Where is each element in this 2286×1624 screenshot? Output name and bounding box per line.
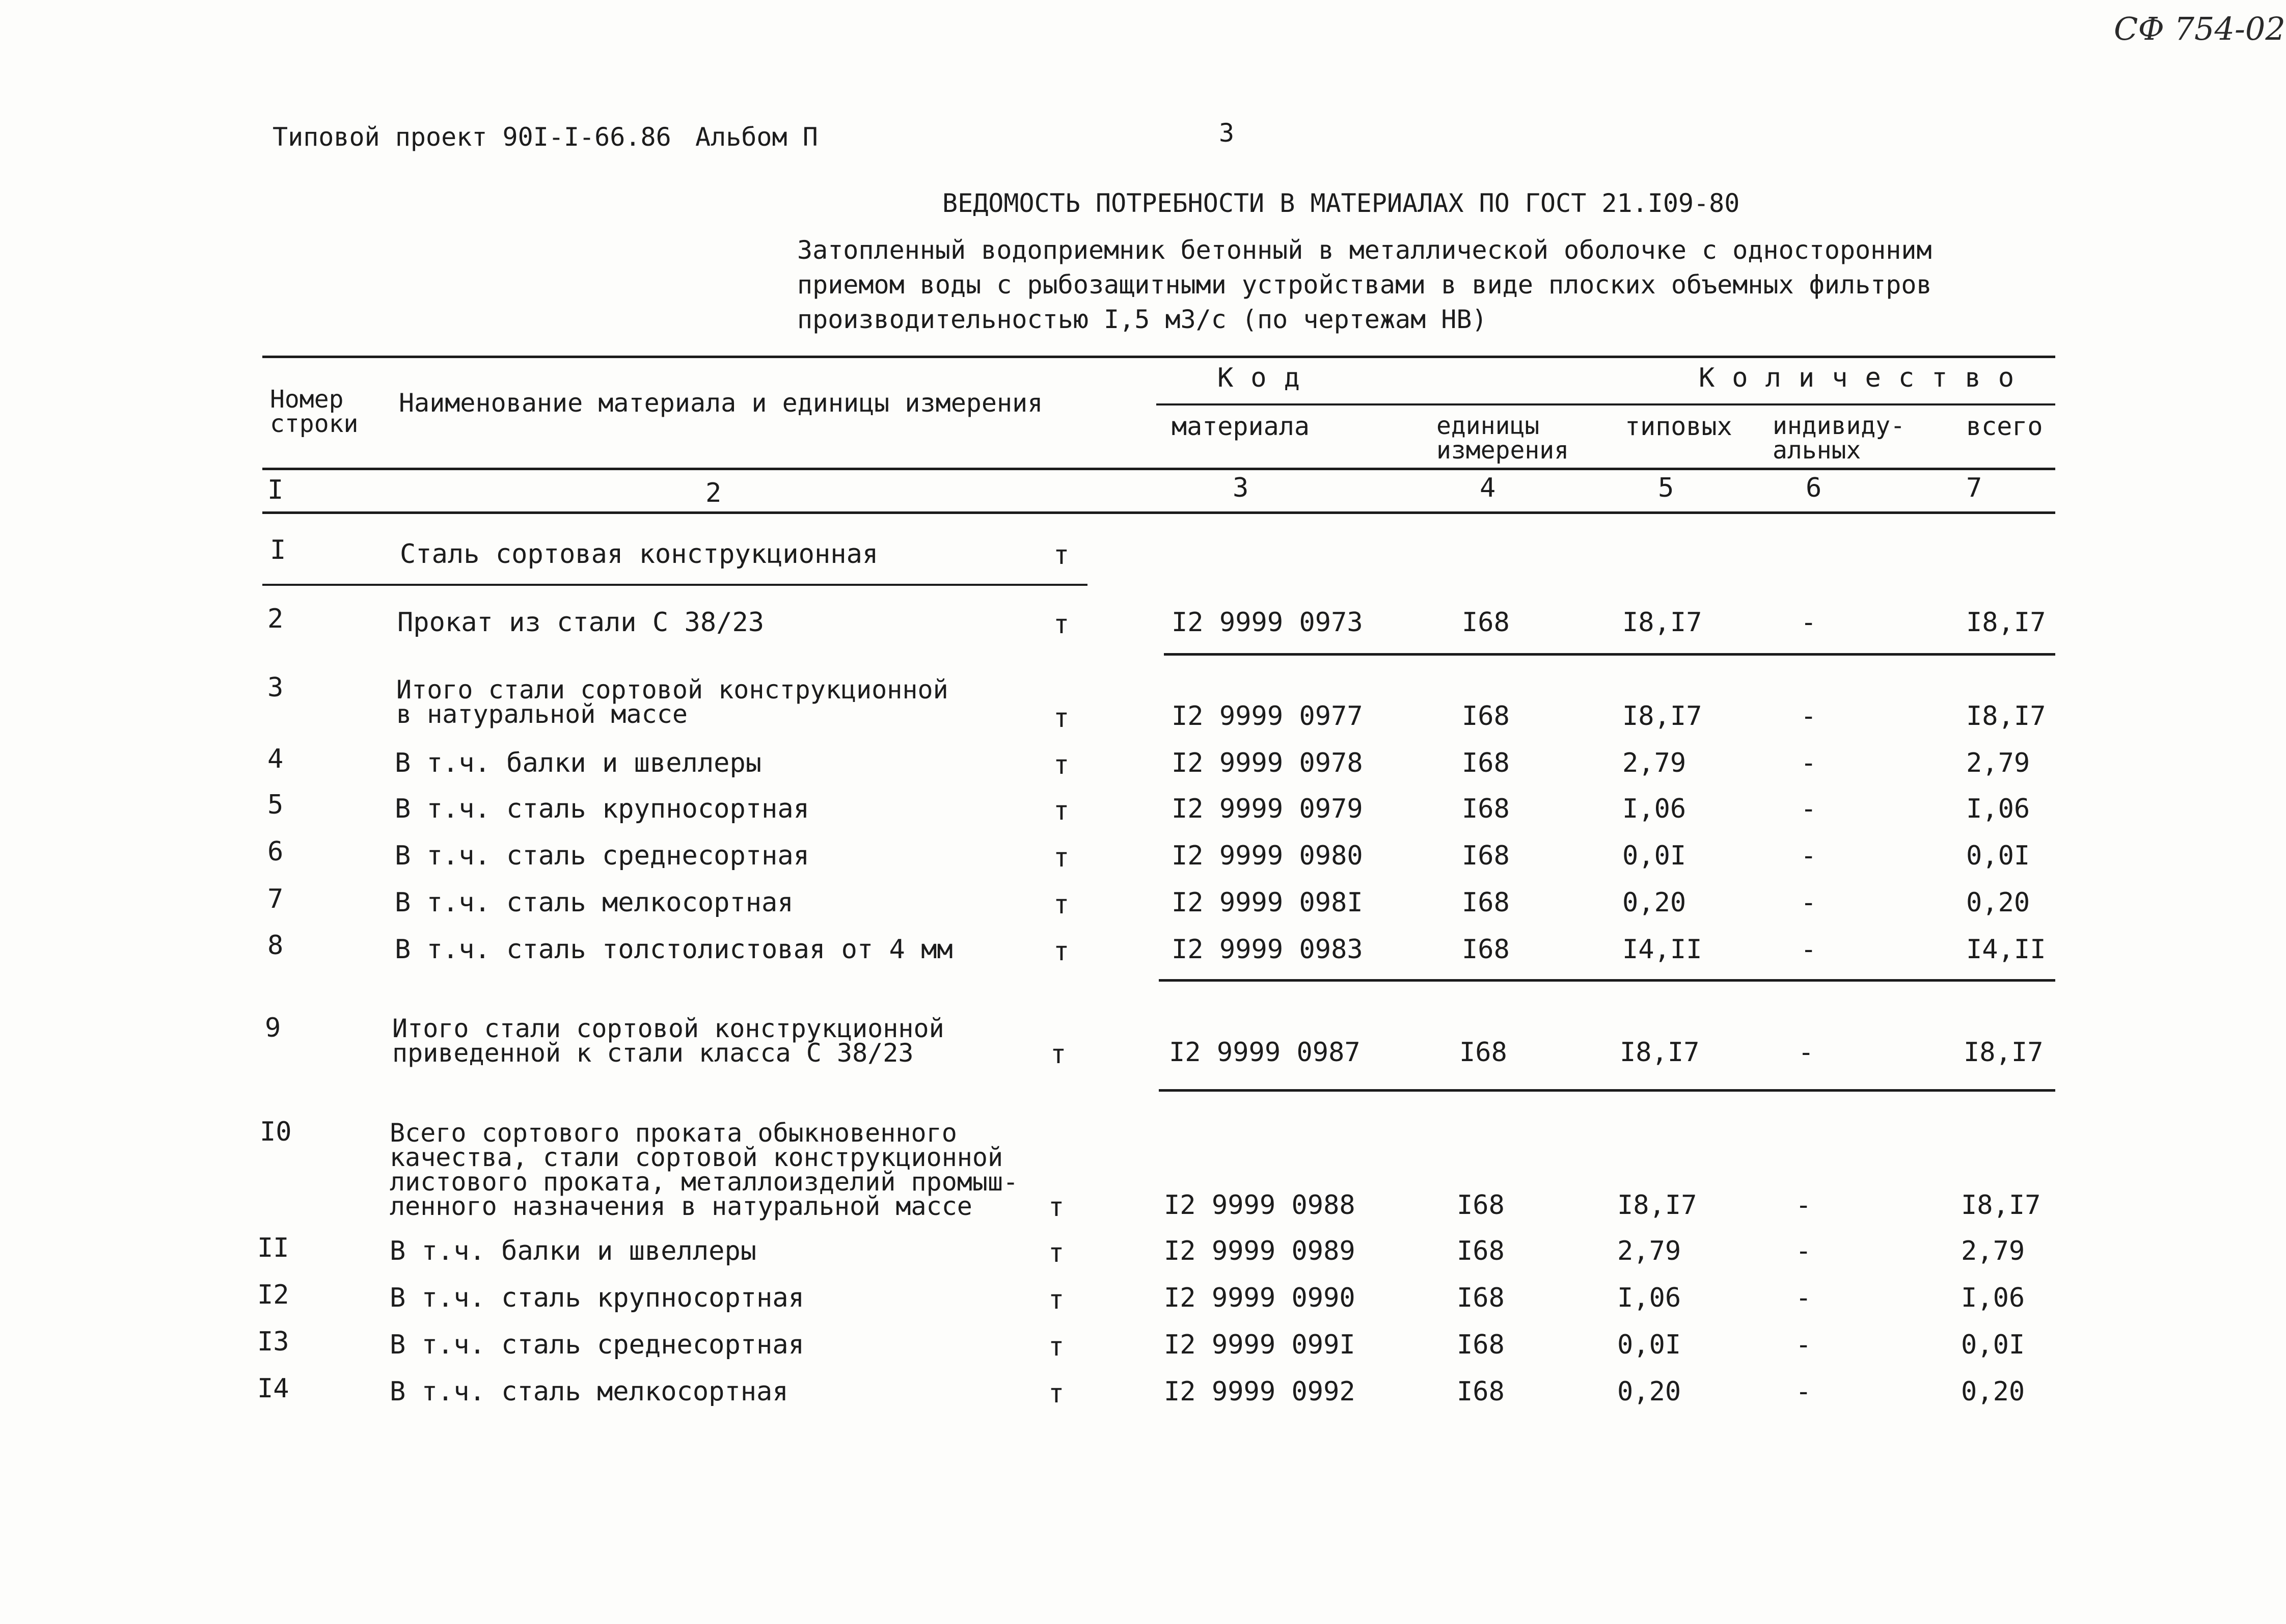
row-1-underline <box>262 584 1087 586</box>
row-5-individual: - <box>1801 794 1817 824</box>
row-3-unit-code: I68 <box>1462 701 1510 732</box>
header-row-no <box>270 387 358 436</box>
row-2-name: Прокат из стали С 38/23 <box>397 607 765 638</box>
row-2-code: I2 9999 0973 <box>1172 607 1363 638</box>
row-10-unit-code: I68 <box>1457 1190 1505 1221</box>
row-5-unit-code: I68 <box>1462 794 1510 824</box>
colnum-5: 5 <box>1658 473 1674 503</box>
row-7-unit: т <box>1053 889 1070 920</box>
row-4-typical: 2,79 <box>1622 748 1686 778</box>
row-9-underline <box>1159 1089 2055 1092</box>
header-qty-typical: типовых <box>1625 412 1732 441</box>
row-10-code: I2 9999 0988 <box>1164 1190 1355 1221</box>
row-8-underline <box>1159 979 2055 982</box>
colnum-6: 6 <box>1806 473 1822 503</box>
row-2-unit: т <box>1053 609 1070 640</box>
row-14-code: I2 9999 0992 <box>1164 1376 1355 1407</box>
row-13-typical: 0,0I <box>1617 1330 1681 1360</box>
row-11-number: II <box>257 1233 289 1263</box>
row-6-number: 6 <box>267 836 284 867</box>
row-5-typical: I,06 <box>1622 794 1686 824</box>
row-6-typical: 0,0I <box>1622 841 1686 871</box>
row-4-unit: т <box>1053 750 1070 780</box>
code-group-rule <box>1156 403 2055 405</box>
row-14-total: 0,20 <box>1961 1376 2025 1407</box>
row-4-number: 4 <box>267 744 284 774</box>
row-3-total: I8,I7 <box>1966 701 2046 732</box>
row-13-total: 0,0I <box>1961 1330 2025 1360</box>
row-10-typical: I8,I7 <box>1617 1190 1697 1221</box>
row-6-total: 0,0I <box>1966 841 2030 871</box>
subtitle-line-1: Затопленный водоприемник бетонный в металлической оболочке с односторонним <box>797 235 1932 265</box>
row-10-name-line-1: Всего сортового проката обыкновенного <box>390 1118 957 1148</box>
row-7-unit-code: I68 <box>1462 887 1510 918</box>
album-label: Альбом П <box>695 122 818 152</box>
header-qty-total: всего <box>1966 412 2043 441</box>
row-11-total: 2,79 <box>1961 1236 2025 1266</box>
row-8-code: I2 9999 0983 <box>1172 934 1363 965</box>
row-1-number: I <box>270 535 286 565</box>
row-7-typical: 0,20 <box>1622 887 1686 918</box>
row-1-unit: т <box>1053 540 1070 571</box>
row-13-individual: - <box>1795 1330 1812 1360</box>
header-code-group: Код <box>1217 363 1317 393</box>
row-14-individual: - <box>1795 1376 1812 1407</box>
row-11-unit-code: I68 <box>1457 1236 1505 1266</box>
row-8-total: I4,II <box>1966 934 2046 965</box>
row-2-unit-code: I68 <box>1462 607 1510 638</box>
row-10-name-line-4: ленного назначения в натуральной массе <box>390 1192 972 1221</box>
row-13-number: I3 <box>257 1327 289 1357</box>
row-9-number: 9 <box>265 1013 281 1043</box>
row-4-individual: - <box>1801 748 1817 778</box>
row-3-name <box>396 675 948 729</box>
row-4-code: I2 9999 0978 <box>1172 748 1363 778</box>
row-14-unit: т <box>1048 1378 1065 1409</box>
row-8-number: 8 <box>267 930 284 961</box>
row-9-total: I8,I7 <box>1964 1037 2044 1068</box>
row-2-number: 2 <box>267 604 284 634</box>
row-5-total: I,06 <box>1966 794 2030 824</box>
row-9-typical: I8,I7 <box>1620 1037 1700 1068</box>
row-14-typical: 0,20 <box>1617 1376 1681 1407</box>
document-title: ВЕДОМОСТЬ ПОТРЕБНОСТИ В МАТЕРИАЛАХ ПО ГОСТ 21.I09-80 <box>942 188 1740 218</box>
row-9-unit-code: I68 <box>1459 1037 1507 1068</box>
row-8-unit-code: I68 <box>1462 934 1510 965</box>
row-10-total: I8,I7 <box>1961 1190 2041 1221</box>
colnum-4: 4 <box>1480 473 1496 503</box>
row-11-individual: - <box>1795 1236 1812 1266</box>
row-12-unit: т <box>1048 1285 1065 1315</box>
row-2-underline <box>1164 653 2055 656</box>
row-10-unit: т <box>1048 1192 1065 1223</box>
corner-stamp: СФ 754-02 <box>2114 10 2285 47</box>
row-3-typical: I8,I7 <box>1622 701 1702 732</box>
row-11-name: В т.ч. балки и швеллеры <box>390 1236 757 1266</box>
row-12-total: I,06 <box>1961 1283 2025 1313</box>
row-2-typical: I8,I7 <box>1622 607 1702 638</box>
page-number: 3 <box>1219 118 1235 148</box>
header-code-material: материала <box>1172 412 1310 441</box>
header-code-unit-line-2: измерения <box>1436 436 1569 465</box>
row-7-code: I2 9999 098I <box>1172 887 1363 918</box>
header-qty-individual-line-2: альных <box>1773 436 1861 465</box>
row-3-name-line-1: Итого стали сортовой конструкционной <box>396 675 948 705</box>
row-9-name-line-1: Итого стали сортовой конструкционной <box>392 1014 944 1043</box>
row-6-unit: т <box>1053 843 1070 873</box>
header-code-unit-line-1: единицы <box>1436 412 1540 440</box>
row-6-code: I2 9999 0980 <box>1172 841 1363 871</box>
row-14-unit-code: I68 <box>1457 1376 1505 1407</box>
row-6-name: В т.ч. сталь среднесортная <box>395 841 809 871</box>
row-13-code: I2 9999 099I <box>1164 1330 1355 1360</box>
row-1-name: Сталь сортовая конструкционная <box>400 539 879 570</box>
project-label: Типовой проект 90I-I-66.86 <box>273 122 671 152</box>
row-11-code: I2 9999 0989 <box>1164 1236 1355 1266</box>
header-row-no-line-2: строки <box>270 410 359 438</box>
row-12-code: I2 9999 0990 <box>1164 1283 1355 1313</box>
row-10-name-line-2: качества, стали сортовой конструкционной <box>390 1143 1003 1172</box>
row-12-unit-code: I68 <box>1457 1283 1505 1313</box>
row-12-number: I2 <box>257 1280 289 1310</box>
row-9-name <box>392 1014 944 1068</box>
row-4-unit-code: I68 <box>1462 748 1510 778</box>
row-9-code: I2 9999 0987 <box>1169 1037 1360 1068</box>
row-7-individual: - <box>1801 887 1817 918</box>
row-9-unit: т <box>1050 1039 1067 1070</box>
row-8-name: В т.ч. сталь толстолистовая от 4 мм <box>395 934 953 965</box>
colnum-bottom-rule <box>262 511 2055 514</box>
row-5-unit: т <box>1053 796 1070 826</box>
colnum-7: 7 <box>1966 473 1982 503</box>
row-5-code: I2 9999 0979 <box>1172 794 1363 824</box>
row-6-unit-code: I68 <box>1462 841 1510 871</box>
colnum-1: I <box>267 475 284 505</box>
row-5-name: В т.ч. сталь крупносортная <box>395 794 809 824</box>
row-7-number: 7 <box>267 884 284 914</box>
subtitle-line-2: приемом воды с рыбозащитными устройствами в виде плоских объемных фильтров <box>797 270 1932 300</box>
row-10-name-line-3: листового проката, металлоизделий промыш- <box>390 1167 1019 1197</box>
header-quantity-group: Количество <box>1699 363 2032 393</box>
row-3-individual: - <box>1801 701 1817 732</box>
row-3-unit: т <box>1053 703 1070 734</box>
row-13-name: В т.ч. сталь среднесортная <box>390 1330 804 1360</box>
row-5-number: 5 <box>267 790 284 820</box>
row-8-unit: т <box>1053 936 1070 967</box>
row-13-unit: т <box>1048 1332 1065 1362</box>
header-name: Наименование материала и единицы измерения <box>399 388 1043 418</box>
row-14-name: В т.ч. сталь мелкосортная <box>390 1376 788 1407</box>
row-8-individual: - <box>1801 934 1817 965</box>
table-top-rule <box>262 356 2055 358</box>
row-13-unit-code: I68 <box>1457 1330 1505 1360</box>
subtitle-line-3: производительностью I,5 м3/с (по чертежам НВ) <box>797 305 1487 334</box>
row-3-number: 3 <box>267 672 284 703</box>
row-6-individual: - <box>1801 841 1817 871</box>
row-10-individual: - <box>1795 1190 1812 1221</box>
row-14-number: I4 <box>257 1373 289 1404</box>
row-9-name-line-2: приведенной к стали класса С 38/23 <box>392 1038 914 1068</box>
row-9-individual: - <box>1798 1037 1814 1068</box>
row-10-number: I0 <box>260 1117 292 1147</box>
row-4-name: В т.ч. балки и швеллеры <box>395 748 762 778</box>
header-qty-individual-line-1: индивиду- <box>1773 412 1906 440</box>
row-11-typical: 2,79 <box>1617 1236 1681 1266</box>
row-7-total: 0,20 <box>1966 887 2030 918</box>
row-3-name-line-2: в натуральной массе <box>396 699 688 729</box>
row-8-typical: I4,II <box>1622 934 1702 965</box>
header-row-no-line-1: Номер <box>270 385 344 414</box>
row-3-code: I2 9999 0977 <box>1172 701 1363 732</box>
row-2-total: I8,I7 <box>1966 607 2046 638</box>
header-bottom-rule <box>262 468 2055 470</box>
colnum-2: 2 <box>705 478 722 508</box>
row-4-total: 2,79 <box>1966 748 2030 778</box>
row-10-name <box>390 1118 1019 1221</box>
row-11-unit: т <box>1048 1238 1065 1268</box>
colnum-3: 3 <box>1233 473 1249 503</box>
header-code-unit <box>1436 414 1569 463</box>
row-12-typical: I,06 <box>1617 1283 1681 1313</box>
row-7-name: В т.ч. сталь мелкосортная <box>395 887 794 918</box>
row-12-individual: - <box>1795 1283 1812 1313</box>
header-qty-individual <box>1773 414 1905 463</box>
row-12-name: В т.ч. сталь крупносортная <box>390 1283 804 1313</box>
row-2-individual: - <box>1801 607 1817 638</box>
